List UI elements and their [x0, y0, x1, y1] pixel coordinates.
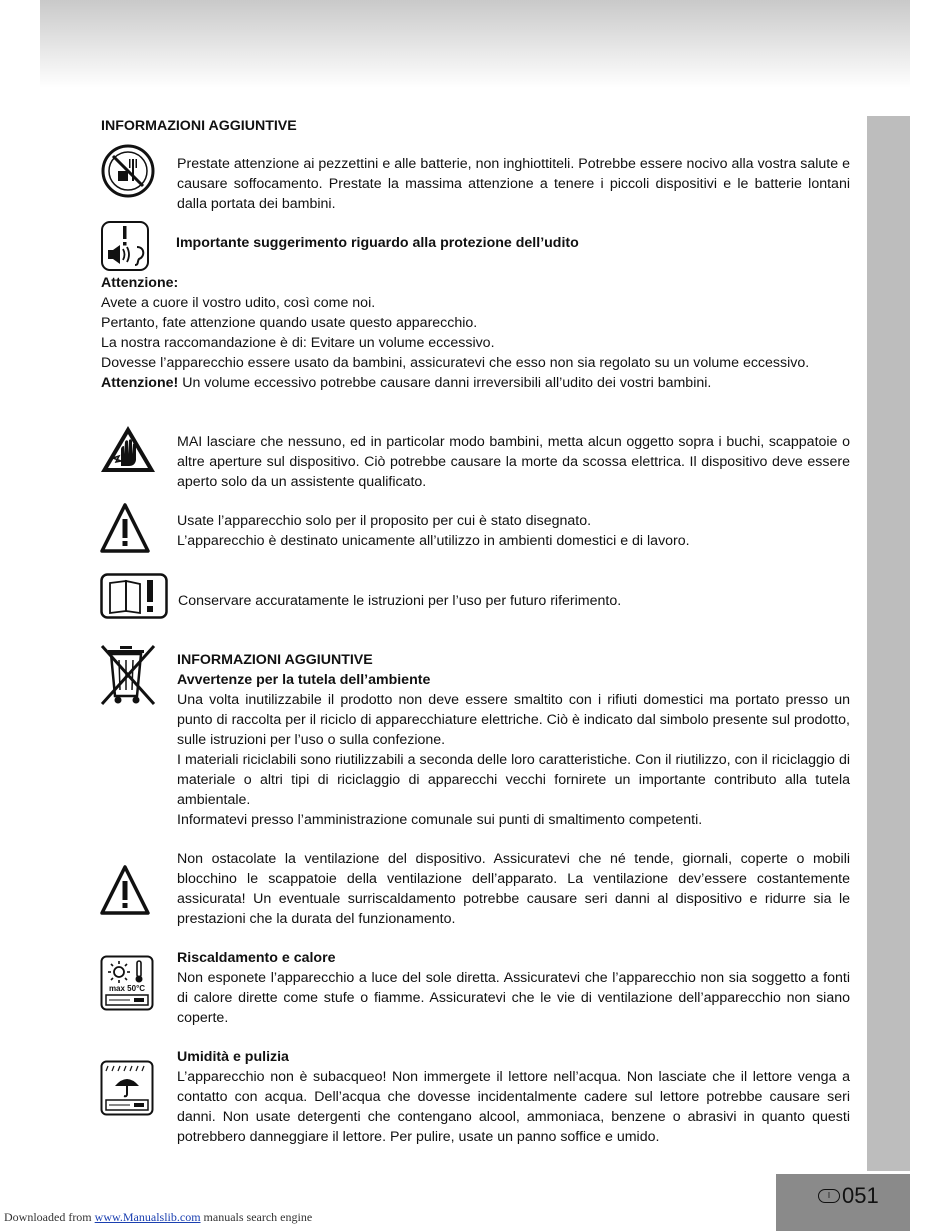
hearing-warning-text: Un volume eccessivo potrebbe causare danni irreversibili all’udito dei vostri bambini.	[178, 375, 712, 391]
heat-title: Riscaldamento e calore	[177, 950, 336, 966]
page-title: INFORMAZIONI AGGIUNTIVE	[101, 118, 297, 134]
humidity-block	[177, 1047, 850, 1147]
hearing-block	[101, 273, 850, 393]
download-footer	[4, 1210, 312, 1225]
language-badge: I	[818, 1189, 840, 1203]
shock-text: MAI lasciare che nessuno, ed in particolar modo bambini, metta alcun oggetto sopra i buchi, scappatoie o altre aperture sul dispositivo. Ciò potrebbe causare la morte da scossa elettrica. Il dispositivo deve essere aperto solo da un assistente qualificato.	[177, 434, 850, 490]
hearing-heading: Importante suggerimento riguardo alla protezione dell’udito	[176, 235, 579, 251]
usage-line-2: L’apparecchio è destinato unicamente all’utilizzo in ambienti domestici e di lavoro.	[177, 533, 690, 549]
footer-suffix: manuals search engine	[200, 1210, 313, 1224]
heat-icon-label: max 50°C	[108, 984, 146, 993]
page-number	[818, 1183, 879, 1209]
header-band	[40, 0, 910, 88]
footer-link[interactable]: www.Manualslib.com	[94, 1210, 201, 1224]
environment-block	[177, 650, 850, 830]
hearing-line: Avete a cuore il vostro udito, così come noi.	[101, 295, 376, 311]
environment-para: Una volta inutilizzabile il prodotto non deve essere smaltito con i rifiuti domestici ma portato presso un punto di raccolta per il riciclo di apparecchiature elettriche. Ciò è indicato dal simbolo presente sul prodotto, sulle istruzioni per l’uso o sulla confezione.	[177, 692, 850, 748]
environment-para: I materiali riciclabili sono riutilizzabili a seconda delle loro caratteristiche. Con il riutilizzo, con il riciclaggio di materiale o altri tipi di riciclaggio di apparecchi vecchi fornirete un importante contributo alla tutela ambientale.	[177, 752, 850, 808]
rain-umbrella-icon	[100, 1060, 154, 1121]
usage-block	[177, 511, 850, 551]
humidity-title: Umidità e pulizia	[177, 1049, 289, 1065]
environment-title: INFORMAZIONI AGGIUNTIVE	[177, 652, 373, 668]
crossed-bin-icon	[100, 644, 156, 711]
page-number-value: 051	[842, 1183, 879, 1208]
hearing-line: Dovesse l’apparecchio essere usato da bambini, assicuratevi che esso non sia regolato su un volume eccessivo.	[101, 355, 810, 371]
heat-block	[177, 948, 850, 1028]
hearing-warning-label: Attenzione!	[101, 375, 179, 391]
manual-text: Conservare accuratamente le istruzioni per l’uso per futuro riferimento.	[178, 593, 622, 609]
humidity-text: L’apparecchio non è subacqueo! Non immergete il lettore nell’acqua. Non lasciate che il lettore venga a contatto con acqua. Dell’acqua che dovesse incidentalmente cadere sul lettore potrebbe causare seri danni. Non usate detergenti che contengano alcool, ammoniaca, benzene o abrasivi in quanto questi potrebbero danneggiare il lettore. Per pulire, usate un panno soffice e umido.	[177, 1069, 850, 1145]
side-bar	[867, 116, 910, 1171]
manual-warning-icon	[100, 573, 168, 624]
small-parts-text: Prestate attenzione ai pezzettini e alle batterie, non inghiottiteli. Potrebbe essere nocivo alla vostra salute e causare soffocamento. Prestate la massima attenzione a tenere i piccoli dispositivi e le batterie lontani dalla portata dei bambini.	[177, 156, 850, 212]
electric-shock-icon	[99, 424, 157, 479]
hearing-line: Pertanto, fate attenzione quando usate questo apparecchio.	[101, 315, 478, 331]
warning-triangle-icon	[100, 502, 150, 559]
heat-icon	[100, 955, 154, 1016]
environment-para: Informatevi presso l’amministrazione comunale sui punti di smaltimento competenti.	[177, 812, 703, 828]
no-eating-icon	[101, 144, 155, 203]
usage-line-1: Usate l’apparecchio solo per il proposito per cui è stato disegnato.	[177, 513, 592, 529]
footer-prefix: Downloaded from	[4, 1210, 95, 1224]
hearing-label: Attenzione:	[101, 275, 179, 291]
heat-text: Non esponete l’apparecchio a luce del sole diretta. Assicuratevi che l’apparecchio non sia soggetto a fonti di calore dirette come stufe o fiamme. Assicuratevi che le vie di ventilazione dell’apparecchio non siano coperte.	[177, 970, 850, 1026]
ventilation-text: Non ostacolate la ventilazione del dispositivo. Assicuratevi che né tende, giornali, coperte o mobili blocchino le scappatoie della ventilazione dell’apparato. La ventilazione dev’essere costantemente assicurata! Un eventuale surriscaldamento potrebbe causare seri danni al dispositivo e ridurre sia le prestazioni che la durata del funzionamento.	[177, 851, 850, 927]
hearing-warning-line	[101, 373, 850, 393]
hearing-warning-icon	[101, 221, 149, 276]
warning-triangle-icon	[100, 864, 150, 921]
hearing-line: La nostra raccomandazione è di: Evitare un volume eccessivo.	[101, 335, 495, 351]
environment-subtitle: Avvertenze per la tutela dell’ambiente	[177, 672, 431, 688]
